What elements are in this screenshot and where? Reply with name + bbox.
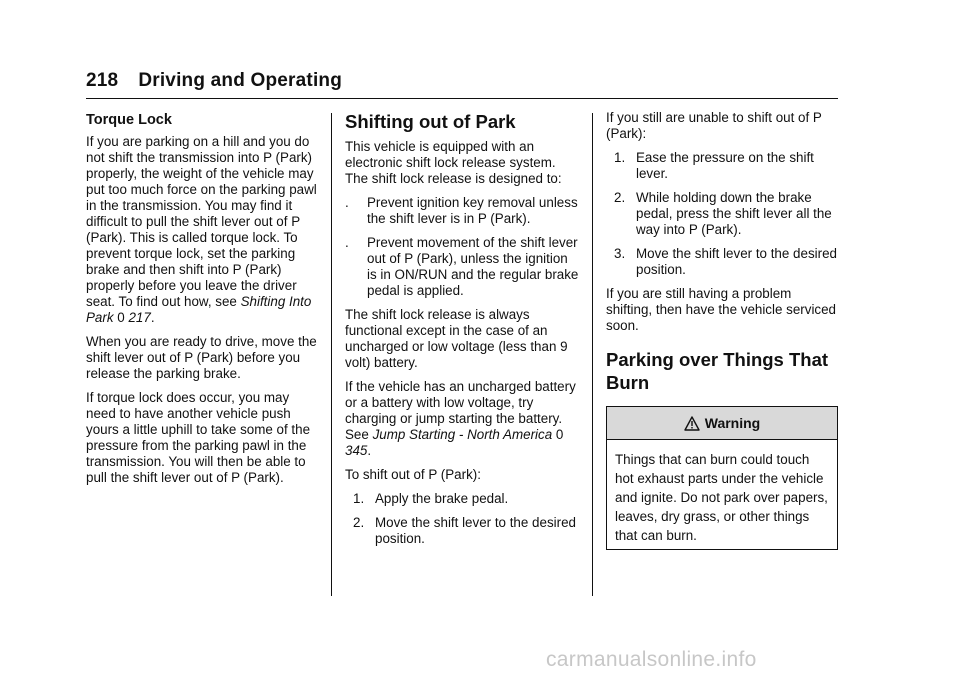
- page-header: [86, 70, 342, 92]
- list-item: [345, 195, 581, 227]
- page-reference-arrow-icon: 0: [117, 310, 125, 325]
- warning-icon: [684, 416, 700, 431]
- page-reference[interactable]: 345: [345, 443, 368, 458]
- step-text: Ease the pressure on the shift lever.: [636, 150, 814, 181]
- bullet-text: Prevent ignition key removal unless the shift lever is in P (Park).: [367, 195, 578, 226]
- list-item: [345, 491, 581, 507]
- header-rule: [86, 98, 838, 99]
- list-item: [345, 515, 581, 547]
- list-item: [606, 246, 838, 278]
- column-2: [345, 110, 581, 555]
- torque-lock-heading: Torque Lock: [86, 112, 172, 128]
- bullet-icon: .: [345, 195, 349, 210]
- list-item: [345, 235, 581, 299]
- column-divider-1: [331, 113, 332, 596]
- still-problem-paragraph: If you are still having a problem shifting, then have the vehicle serviced soon.: [606, 286, 837, 333]
- step-number: 2.: [353, 515, 365, 530]
- torque-lock-paragraph-1: [86, 134, 322, 326]
- warning-title: Warning: [704, 415, 761, 431]
- warning-box: [606, 406, 838, 550]
- page-reference[interactable]: 217: [128, 310, 151, 325]
- bullet-text: Prevent movement of the shift lever out of P (Park), unless the ignition is in ON/RUN and the regular brake pedal is applied.: [367, 235, 579, 298]
- section-title: Driving and Operating: [138, 70, 343, 91]
- warning-header: [607, 407, 837, 440]
- list-item: [606, 150, 838, 182]
- list-item: [606, 190, 838, 238]
- cross-reference-link[interactable]: Jump Starting - North America: [372, 427, 553, 442]
- cross-reference-link[interactable]: Shifting Into Park: [86, 294, 312, 325]
- sentence-end: .: [367, 443, 372, 458]
- step-text: Move the shift lever to the desired position.: [375, 515, 576, 546]
- torque-lock-paragraph-2: When you are ready to drive, move the shift lever out of P (Park) before you release the parking brake.: [86, 334, 317, 381]
- step-text: Move the shift lever to the desired position.: [636, 246, 837, 277]
- shifting-paragraph-1: This vehicle is equipped with an electronic shift lock release system. The shift lock release is designed to:: [345, 139, 562, 186]
- watermark: carmanualsonline.info: [546, 648, 757, 671]
- bullet-icon: .: [345, 235, 349, 250]
- parking-over-things-heading: Parking over Things That Burn: [606, 349, 829, 393]
- step-text: Apply the brake pedal.: [375, 491, 509, 506]
- shifting-paragraph-2: The shift lock release is always functional except in the case of an uncharged or low voltage (less than 9 volt) battery.: [345, 307, 568, 370]
- page-reference-arrow-icon: 0: [555, 427, 564, 442]
- paragraph-text: If you are parking on a hill and you do not shift the transmission into P (Park) properly, the weight of the vehicle may put too much force on the parking pawl in the transmission. You may find it difficult to pull the shift lever out of P (Park). This is called torque lock. To prevent torque lock, set the parking brake and then shift into P (Park) properly before you leave the driver seat. To find out how, see: [86, 134, 317, 309]
- warning-text: Things that can burn could touch hot exhaust parts under the vehicle and ignite. Do not park over papers, leaves, dry grass, or other things that can burn.: [615, 452, 828, 543]
- sentence-end: .: [150, 310, 155, 325]
- shifting-paragraph-4: To shift out of P (Park):: [345, 467, 481, 482]
- still-unable-paragraph: If you still are unable to shift out of P (Park):: [606, 110, 822, 141]
- column-divider-2: [592, 113, 593, 596]
- column-1: [86, 110, 322, 494]
- step-number: 2.: [614, 190, 626, 205]
- step-number: 3.: [614, 246, 626, 261]
- step-number: 1.: [353, 491, 365, 506]
- paragraph-text: If the vehicle has an uncharged battery or a battery with low voltage, try charging or jump starting the battery. See: [345, 379, 576, 442]
- column-3: [606, 110, 838, 550]
- shifting-out-of-park-heading: Shifting out of Park: [345, 111, 516, 132]
- torque-lock-paragraph-3: If torque lock does occur, you may need to have another vehicle push yours a little uphill to take some of the pressure from the parking pawl in the transmission. You will then be able to pull the shift lever out of P (Park).: [86, 390, 311, 485]
- step-number: 1.: [614, 150, 626, 165]
- shifting-paragraph-3: [345, 379, 581, 459]
- step-text: While holding down the brake pedal, press the shift lever all the way into P (Park).: [636, 190, 832, 237]
- page-number: 218: [86, 70, 119, 91]
